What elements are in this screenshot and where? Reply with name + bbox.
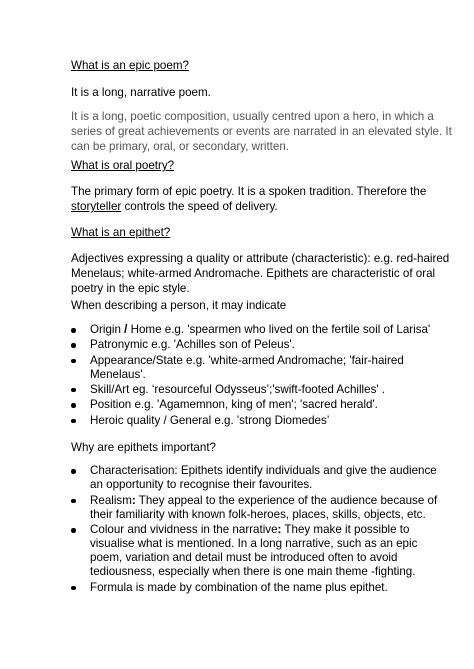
heading-epic-poem: What is an epic poem? (71, 59, 189, 72)
oral-text-end: controls the speed of delivery. (121, 200, 278, 214)
list-item: Realism: They appeal to the experience of the audience because of their familiarity with known folk-heroes, places, skills, objects, etc. (71, 494, 443, 522)
oral-text-start: The primary form of epic poetry. It is a spoken tradition. Therefore the (71, 185, 427, 198)
list-item: Colour and vividness in the narrative: They make it possible to visualise what is mentioned. In a long narrative, such as an epic poem, variation and detail must be introduced often to avoid tediousness, especially when there is one main theme -fighting. (71, 523, 443, 579)
list-item: Origin / Home e.g. 'spearmen who lived on the fertile soil of Larisa' (71, 323, 443, 337)
list-item: Patronymic e.g. 'Achilles son of Peleus'. (71, 338, 443, 352)
list-item: Formula is made by combination of the name plus epithet. (71, 581, 443, 595)
list-item: Characterisation: Epithets identify individuals and give the audience an opportunity to recognise their favourites. (71, 464, 443, 492)
storyteller-term: storyteller (71, 200, 122, 214)
epithet-definition: Adjectives expressing a quality or attribute (characteristic): e.g. red-haired Menelaus; white-armed Andromache. Epithets are characteristic of oral poetry in the epic style. (71, 252, 450, 296)
list-item: Skill/Art eg. ‘resourceful Odysseus’;'swift-footed Achilles' . (71, 383, 443, 397)
epic-short-definition: It is a long, narrative poem. (71, 86, 211, 99)
list-item: Appearance/State e.g. 'white-armed Andromache; 'fair-haired Menelaus'. (71, 354, 443, 382)
heading-epithet: What is an epithet? (71, 226, 171, 239)
epic-long-definition: It is a long, poetic composition, usually centred upon a hero, in which a series of great achievements or events are narrated in an elevated style. It can be primary, oral, or secondary, written. (71, 110, 452, 154)
oral-poetry-paragraph (71, 184, 461, 214)
list-item: Position e.g. 'Agamemnon, king of men'; 'sacred herald'. (71, 398, 443, 412)
reasons-list (71, 464, 443, 596)
indications-list (71, 323, 443, 429)
why-epithets-heading: Why are epithets important? (71, 441, 216, 454)
describing-intro: When describing a person, it may indicate (71, 299, 287, 312)
list-item: Heroic quality / General e.g. 'strong Diomedes’ (71, 414, 443, 428)
heading-oral-poetry: What is oral poetry? (71, 159, 175, 172)
